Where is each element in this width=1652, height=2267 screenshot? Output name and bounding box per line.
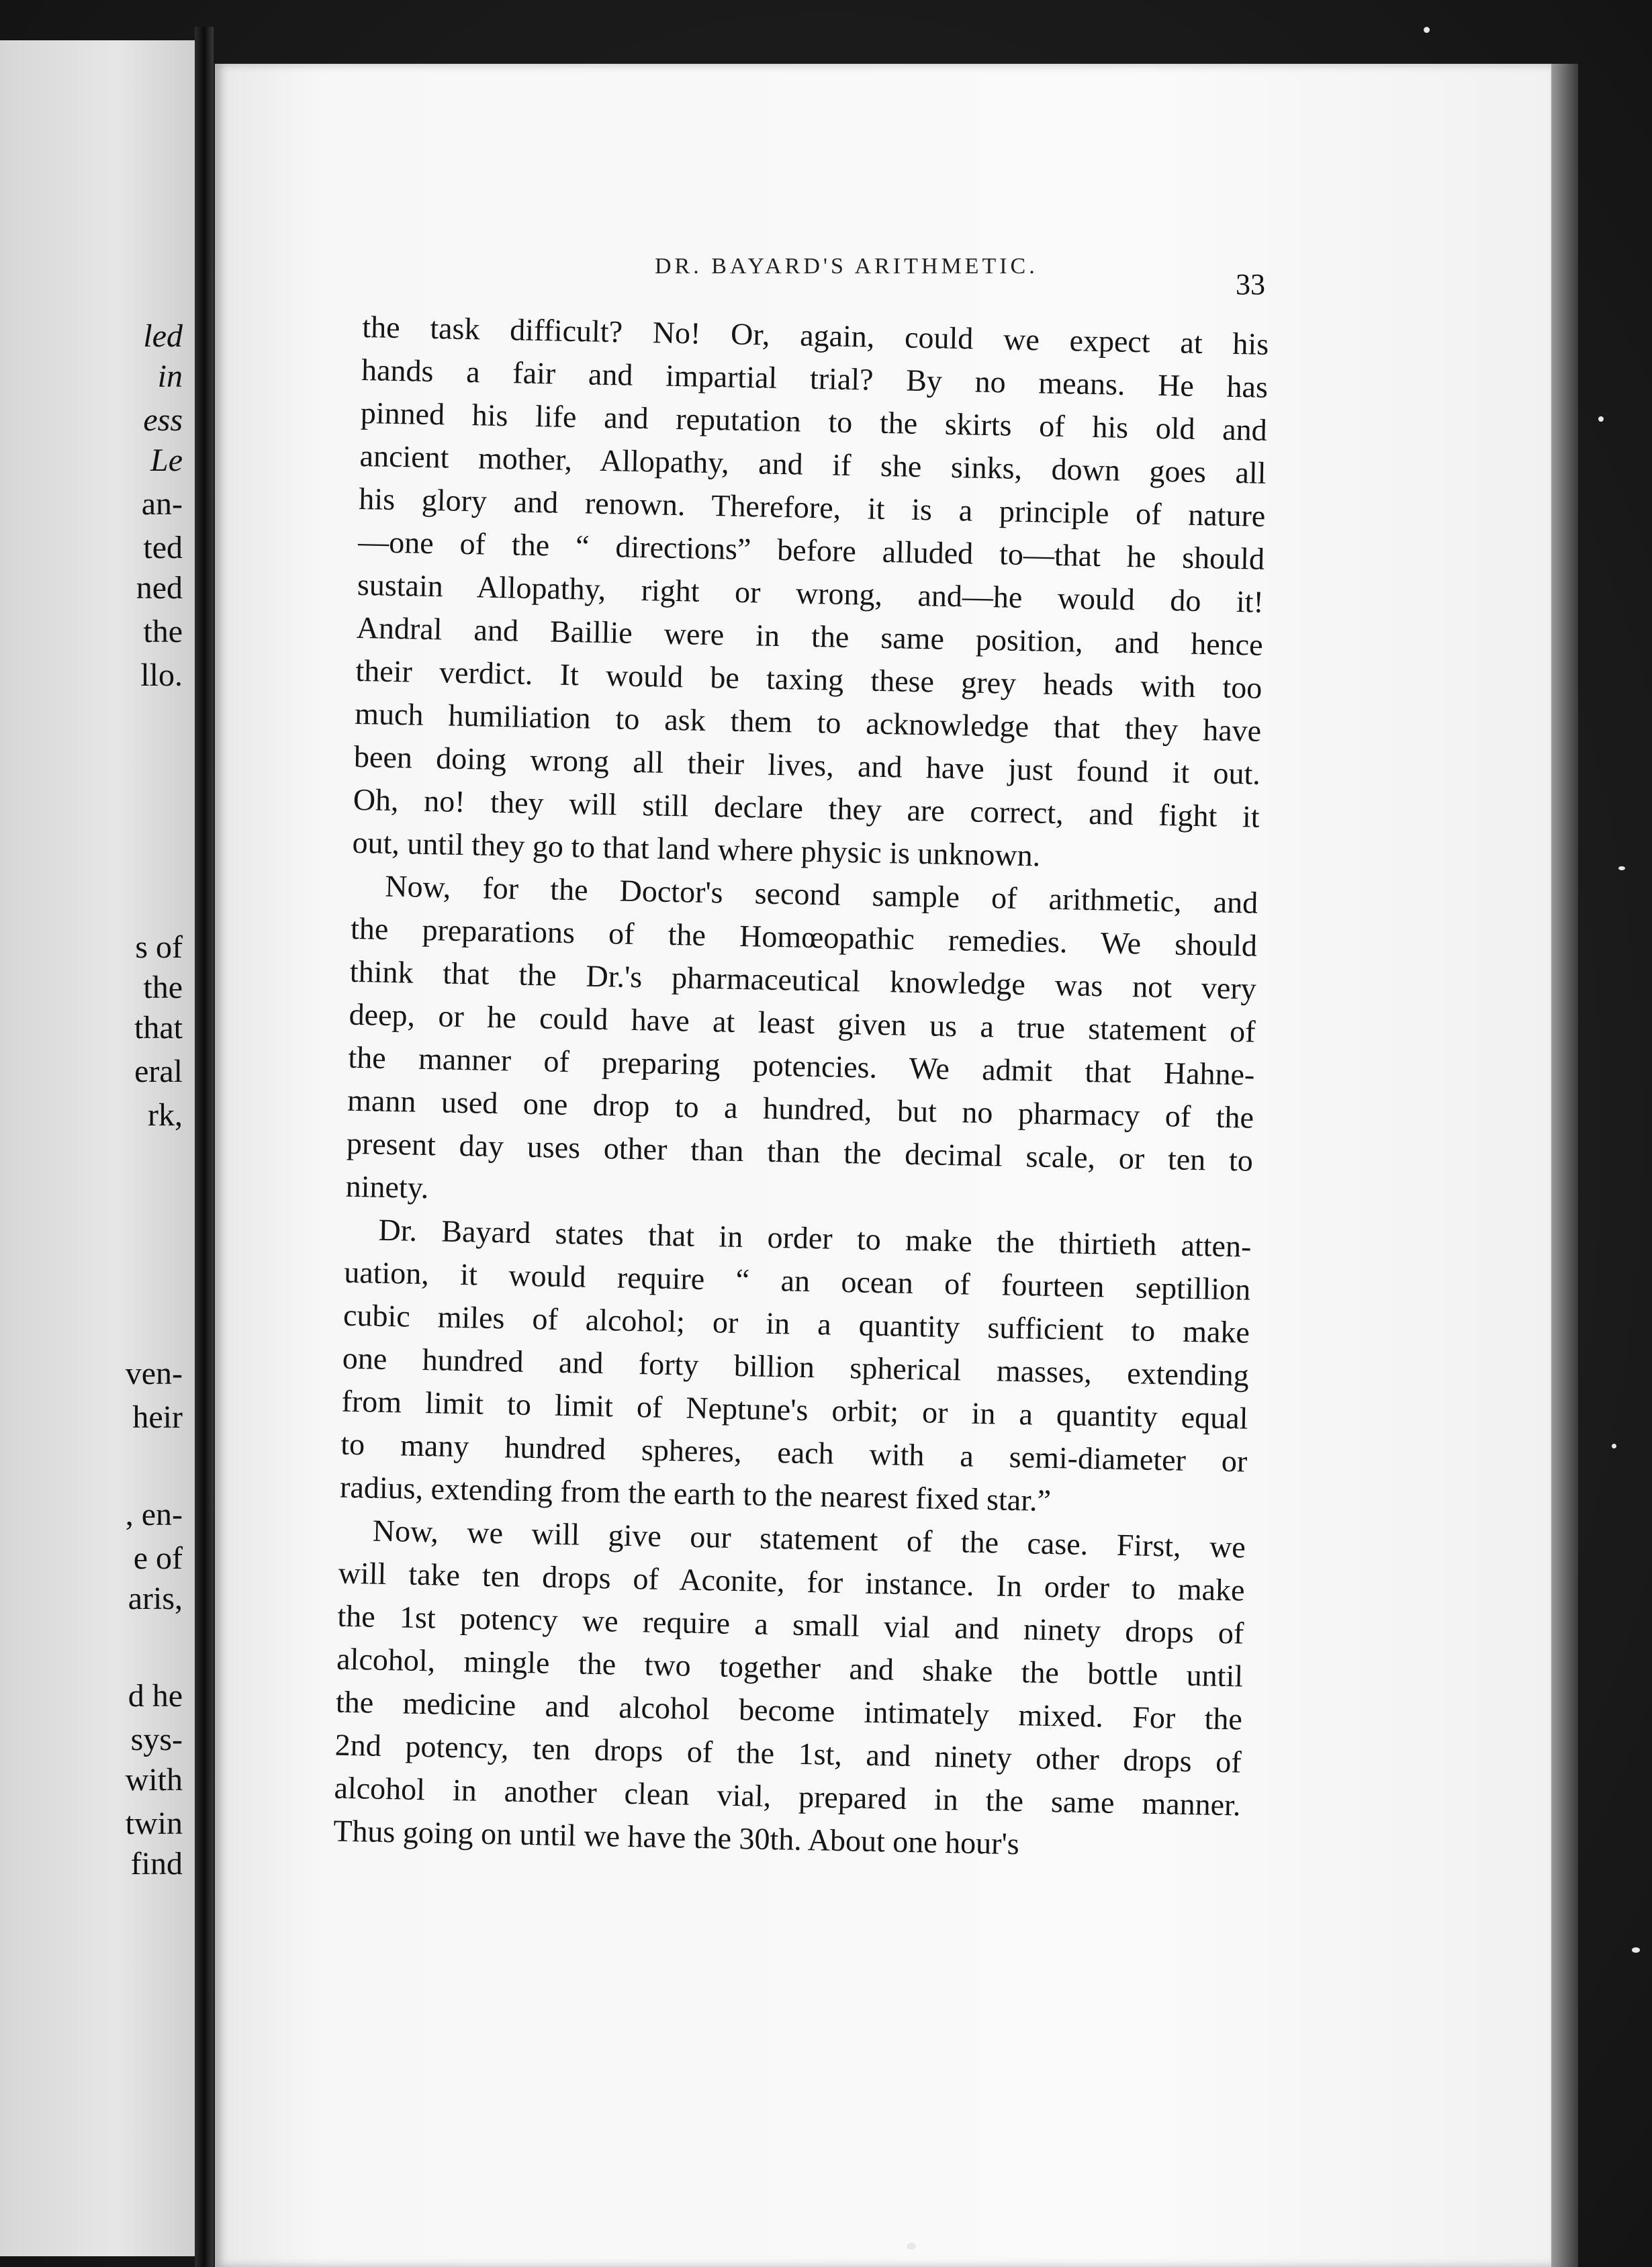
facing-page-line: sys- (130, 1722, 183, 1757)
facing-page-line: heir (132, 1399, 183, 1435)
text-line: ancient mother, Allopathy, and if she sinks, down goes all (359, 438, 1267, 490)
text-line: their verdict. It would be taxing these grey heads with too (355, 653, 1263, 705)
facing-page-line: with (125, 1762, 183, 1798)
text-line: Thus going on until we have the 30th. About one hour's (332, 1813, 1020, 1861)
page-number: 33 (1236, 268, 1265, 301)
text-line: the medicine and alcohol become intimately mixed. For the (335, 1684, 1243, 1737)
text-line: been doing wrong all their lives, and have just found it out. (353, 739, 1261, 791)
text-line: the preparations of the Homœopathic remedies. We should (350, 911, 1258, 963)
page-edge (1551, 64, 1578, 2267)
facing-page-line: ven- (125, 1356, 183, 1391)
text-line: think that the Dr.'s pharmaceutical knowledge was not very (349, 954, 1257, 1006)
text-line: —one of the “ directions” before alluded to—that he should (357, 524, 1265, 576)
facing-page-line: in (157, 359, 183, 394)
text-line: Now, for the Doctor's second sample of arithmetic, and (384, 868, 1258, 920)
text-line: ninety. (345, 1168, 429, 1205)
text-line: the 1st potency we require a small vial and ninety drops of (337, 1598, 1244, 1651)
text-line: much humiliation to ask them to acknowledge that they have (354, 696, 1262, 748)
text-line: to many hundred spheres, each with a semi-diameter or (340, 1426, 1248, 1479)
facing-page-line: Le (150, 443, 183, 478)
facing-page-line: e of (133, 1540, 183, 1576)
text-line: sustain Allopathy, right or wrong, and—he would do it! (357, 567, 1265, 619)
facing-page-line: that (134, 1010, 183, 1046)
facing-page-line: find (130, 1846, 183, 1882)
paragraph (345, 864, 1258, 1225)
text-line: 2nd potency, ten drops of the 1st, and ninety other drops of (334, 1727, 1242, 1779)
text-line: hands a fair and impartial trial? By no means. He has (361, 352, 1269, 404)
facing-page-line: the (143, 614, 183, 649)
text-line: cubic miles of alcohol; or in a quantity sufficient to make (342, 1297, 1250, 1350)
facing-page-line: ned (136, 570, 183, 606)
text-line: Now, we will give our statement of the case. First, we (372, 1513, 1246, 1565)
facing-page-line: ess (143, 402, 183, 438)
facing-page-line: an- (141, 486, 183, 522)
facing-page-line: s of (135, 929, 183, 965)
facing-page-fragment (0, 40, 195, 2256)
film-speck (1632, 1947, 1640, 1953)
page-text-body (333, 306, 1269, 1869)
paragraph (340, 1208, 1252, 1526)
text-line: the task difficult? No! Or, again, could we expect at his (361, 309, 1269, 361)
text-line: present day uses other than than the decimal scale, or ten to (346, 1125, 1254, 1178)
facing-page-line: led (143, 318, 183, 354)
running-header: DR. BAYARD'S ARITHMETIC. (655, 254, 1038, 279)
text-line: Andral and Baillie were in the same position, and hence (356, 610, 1264, 662)
text-line: Dr. Bayard states that in order to make the thirtieth atten- (378, 1212, 1252, 1264)
film-speck (1598, 416, 1604, 422)
film-speck (907, 2243, 916, 2250)
paragraph (333, 1509, 1246, 1870)
text-line: uation, it would require “ an ocean of fourteen septillion (343, 1254, 1251, 1307)
text-line: pinned his life and reputation to the skirts of his old and (360, 395, 1268, 447)
text-line: deep, or he could have at least given us a true statement of (349, 997, 1256, 1049)
facing-page-line: ted (143, 530, 183, 565)
text-line: alcohol in another clean vial, prepared in the same manner. (334, 1770, 1241, 1822)
text-line: mann used one drop to a hundred, but no pharmacy of the (347, 1082, 1254, 1135)
facing-page-line: the (143, 970, 183, 1005)
film-speck (1612, 1444, 1616, 1448)
text-line: from limit to limit of Neptune's orbit; or in a quantity equal (341, 1383, 1248, 1436)
text-line: his glory and renown. Therefore, it is a principle of nature (358, 481, 1266, 533)
facing-page-line: rk, (148, 1097, 183, 1133)
facing-page-line: eral (134, 1054, 183, 1089)
facing-page-line: , en- (125, 1497, 183, 1532)
book-gutter (195, 27, 214, 2267)
facing-page-line: aris, (128, 1581, 183, 1616)
text-line: the manner of preparing potencies. We admit that Hahne- (348, 1039, 1255, 1092)
film-speck (1618, 866, 1625, 870)
paragraph (352, 306, 1269, 882)
text-line: radius, extending from the earth to the nearest fixed star.” (339, 1469, 1052, 1518)
facing-page-line: d he (128, 1678, 183, 1714)
text-line: one hundred and forty billion spherical masses, extending (342, 1340, 1250, 1393)
text-line: alcohol, mingle the two together and shake the bottle until (336, 1641, 1244, 1694)
text-line: will take ten drops of Aconite, for instance. In order to make (338, 1555, 1246, 1608)
text-line: out, until they go to that land where physic is unknown. (352, 825, 1041, 873)
text-line: Oh, no! they will still declare they are correct, and fight it (353, 782, 1260, 834)
facing-page-line: llo. (140, 657, 183, 693)
facing-page-line: twin (125, 1806, 183, 1841)
film-speck (1424, 27, 1430, 33)
